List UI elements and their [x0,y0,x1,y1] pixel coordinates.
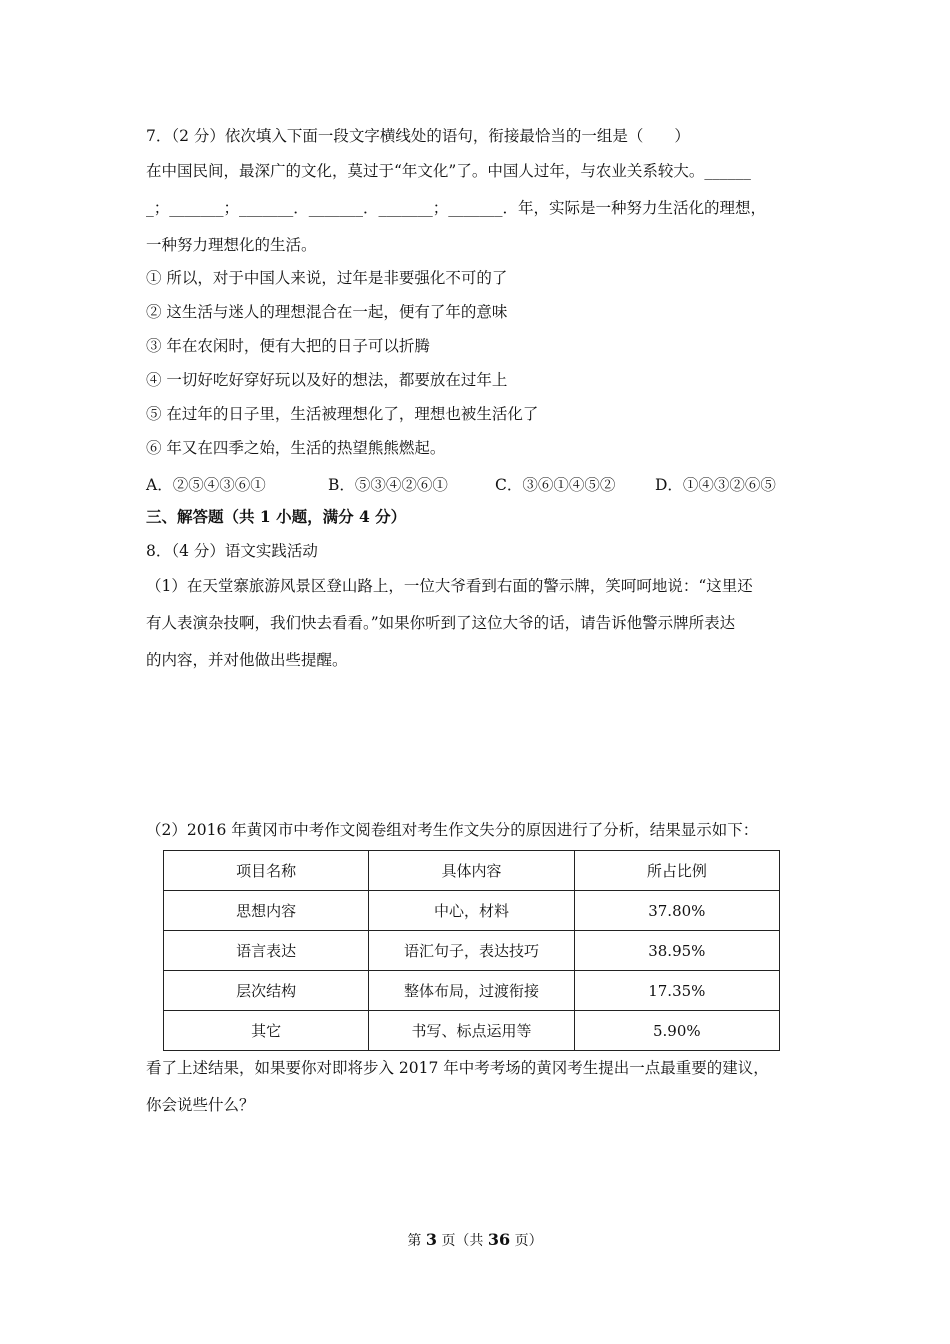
footer-page-number: 3 [425,1230,437,1249]
table-cell: 整体布局，过渡衔接 [369,971,574,1011]
table-cell: 语汇句子，表达技巧 [369,931,574,971]
section-3-heading: 三、解答题（共 1 小题，满分 4 分） [146,507,407,526]
table-header-cell: 具体内容 [369,851,574,891]
q8-part1-line-1: （1）在天堂寨旅游风景区登山路上，一位大爷看到右面的警示牌，笑呵呵地说：“这里还 [146,577,753,595]
q8-part1-line-3: 的内容，并对他做出些提醒。 [146,651,348,669]
q7-sentence-6: ⑥ 年又在四季之始，生活的热望熊熊燃起。 [146,439,446,457]
table-cell: 38.95% [574,931,779,971]
q7-sentence-3: ③ 年在农闲时，便有大把的日子可以折腾 [146,337,430,355]
q7-option-c: C．③⑥①④⑤② [495,476,616,494]
q7-stem: 7．（2 分）依次填入下面一段文字横线处的语句，衔接最恰当的一组是（ ） [146,127,690,145]
q7-passage-line-3: 一种努力理想化的生活。 [146,236,317,254]
table-cell: 层次结构 [164,971,369,1011]
table-header-cell: 所占比例 [574,851,779,891]
footer-suffix: 页） [514,1233,543,1249]
table-cell: 17.35% [574,971,779,1011]
score-loss-table [163,850,780,1051]
q8-part2-question-line-2: 你会说些什么？ [146,1096,255,1114]
q8-part1-line-2: 有人表演杂技啊，我们快去看看。”如果你听到了这位大爷的话，请告诉他警示牌所表达 [146,614,736,632]
table-cell: 书写、标点运用等 [369,1011,574,1051]
table-header-row [164,851,780,891]
q8-part2-intro: （2）2016 年黄冈市中考作文阅卷组对考生作文失分的原因进行了分析，结果显示如下： [146,821,759,839]
table-cell: 37.80% [574,891,779,931]
footer-prefix: 第 [407,1233,422,1249]
q8-part2-question-line-1: 看了上述结果，如果要你对即将步入 2017 年中考考场的黄冈考生提出一点最重要的建议， [146,1059,769,1077]
table-cell: 其它 [164,1011,369,1051]
q7-sentence-4: ④ 一切好吃好穿好玩以及好的想法，都要放在过年上 [146,371,508,389]
table-row [164,891,780,931]
table-cell: 语言表达 [164,931,369,971]
q7-passage-line-2: _；_______；_______．_______．_______；_______．年，实际是一种努力生活化的理想， [146,199,767,217]
table-cell: 思想内容 [164,891,369,931]
table-cell: 中心，材料 [369,891,574,931]
table-row [164,971,780,1011]
q7-sentence-1: ① 所以，对于中国人来说，过年是非要强化不可的了 [146,269,508,287]
q7-sentence-5: ⑤ 在过年的日子里，生活被理想化了，理想也被生活化了 [146,405,539,423]
footer-middle: 页（共 [441,1233,484,1249]
q7-passage-line-1: 在中国民间，最深广的文化，莫过于“年文化”了。中国人过年，与农业关系较大。______ [146,162,751,180]
footer-total-pages: 36 [487,1230,511,1249]
page-footer [0,1230,950,1250]
q8-stem: 8．（4 分）语文实践活动 [146,542,318,560]
q7-option-a: A．②⑤④③⑥① [146,476,266,494]
table-row [164,931,780,971]
table-cell: 5.90% [574,1011,779,1051]
table-header-cell: 项目名称 [164,851,369,891]
q7-option-d: D．①④③②⑥⑤ [655,476,776,494]
q7-option-b: B．⑤③④②⑥① [328,476,448,494]
table-row [164,1011,780,1051]
q7-sentence-2: ② 这生活与迷人的理想混合在一起，便有了年的意味 [146,303,508,321]
